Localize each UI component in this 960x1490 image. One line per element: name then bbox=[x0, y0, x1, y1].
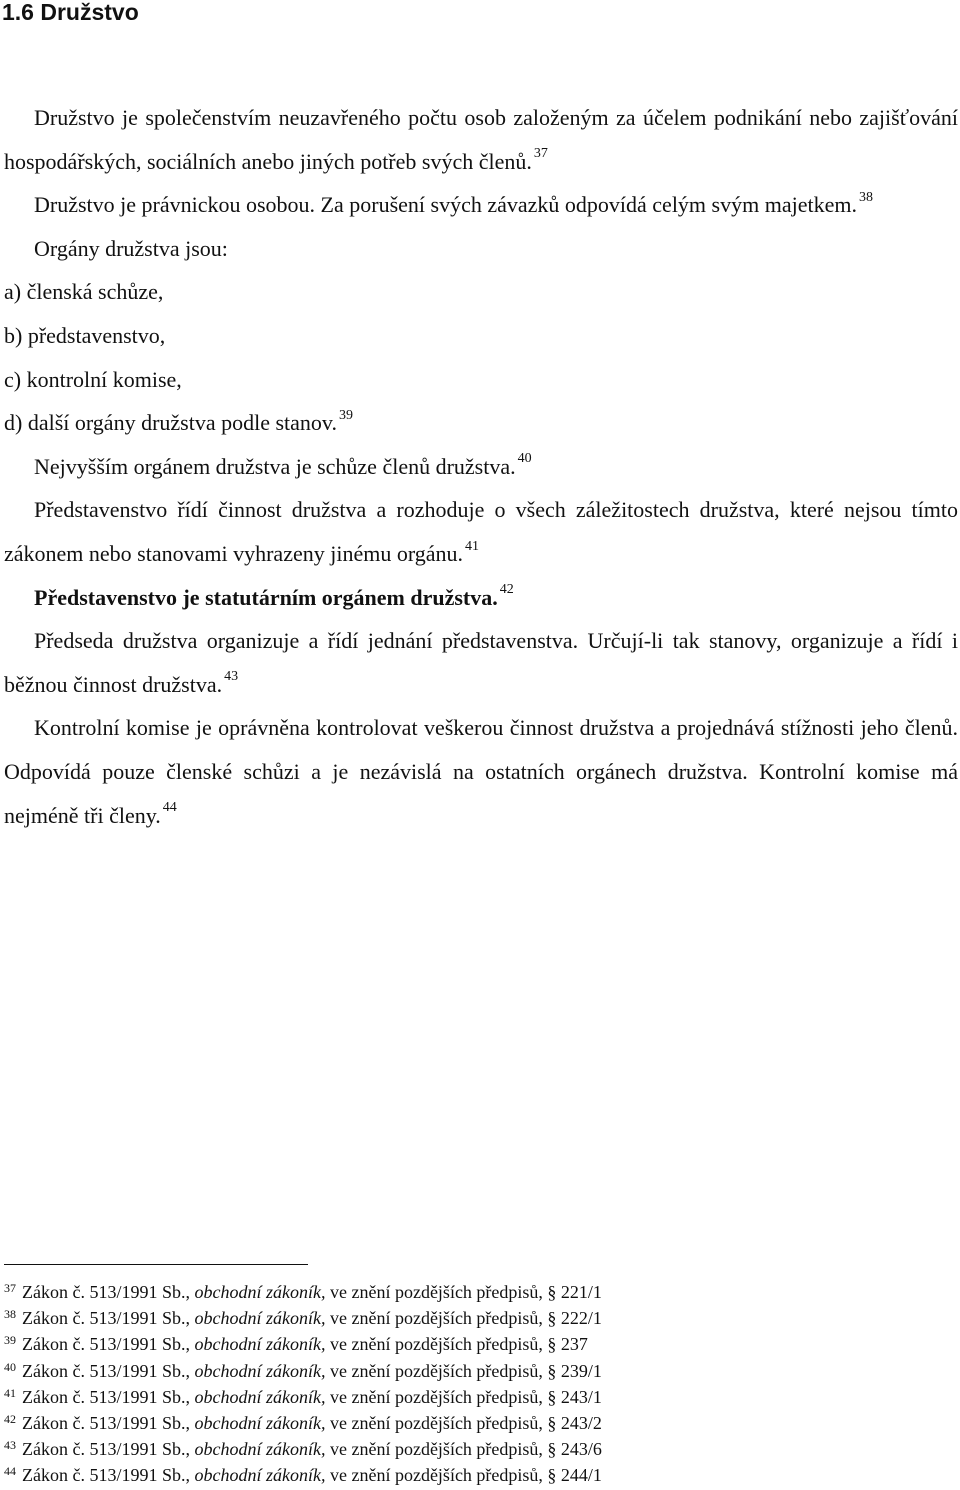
footnote bbox=[4, 1280, 744, 1306]
paragraph-supreme-organ bbox=[4, 445, 958, 489]
footnote-number: 43 bbox=[4, 1438, 16, 1453]
section-body bbox=[4, 96, 958, 837]
footnote-law: obchodní zákoník, bbox=[194, 1413, 326, 1434]
footnote-ref[interactable]: 44 bbox=[162, 800, 177, 816]
footnote-number: 39 bbox=[4, 1333, 16, 1348]
paragraph-control-committee bbox=[4, 706, 958, 837]
organs-list-item: a) členská schůze, bbox=[4, 279, 164, 305]
footnote bbox=[4, 1411, 744, 1437]
paragraph-statutory-organ bbox=[4, 576, 958, 620]
footnote-law: obchodní zákoník, bbox=[194, 1334, 326, 1355]
list-item-text: d) další orgány družstva podle stanov. bbox=[4, 410, 337, 436]
footnote-law: obchodní zákoník, bbox=[194, 1282, 326, 1302]
footnote-ref[interactable]: 37 bbox=[533, 146, 548, 162]
footnote-section: ve znění pozdějších předpisů, § 243/6 bbox=[329, 1439, 602, 1460]
footnote-source: Zákon č. 513/1991 Sb., bbox=[22, 1413, 190, 1434]
organs-intro: Orgány družstva jsou: bbox=[34, 235, 228, 261]
footnote-number: 37 bbox=[4, 1281, 16, 1295]
footnote bbox=[4, 1385, 744, 1411]
footnote-source: Zákon č. 513/1991 Sb., bbox=[22, 1308, 190, 1329]
footnote-section: ve znění pozdějších předpisů, § 243/2 bbox=[329, 1413, 602, 1434]
footnote-law: obchodní zákoník, bbox=[194, 1386, 326, 1407]
footnote-law: obchodní zákoník, bbox=[194, 1439, 326, 1460]
footnote bbox=[4, 1306, 744, 1332]
footnote-source: Zákon č. 513/1991 Sb., bbox=[22, 1386, 190, 1407]
paragraph-text: Představenstvo řídí činnost družstva a rozhoduje o všech záležitostech družstva, které nejsou tímto zákonem nebo stanovami vyhrazeny jinému orgánu. bbox=[4, 497, 958, 566]
footnote bbox=[4, 1332, 744, 1358]
section-heading: 1.6 Družstvo bbox=[2, 0, 139, 25]
paragraph-text: Nejvyšším orgánem družstva je schůze členů družstva. bbox=[34, 453, 516, 479]
footnote-separator bbox=[4, 1264, 308, 1265]
footnote-number: 44 bbox=[4, 1464, 16, 1479]
paragraph-text: Družstvo je společenstvím neuzavřeného počtu osob založeným za účelem podnikání nebo zajišťování hospodářských, sociálních anebo jiných potřeb svých členů. bbox=[4, 105, 958, 174]
footnote bbox=[4, 1359, 744, 1385]
footnote-ref[interactable]: 40 bbox=[517, 451, 532, 467]
paragraph-text: Předseda družstva organizuje a řídí jednání představenstva. Určují-li tak stanovy, organizuje a řídí i běžnou činnost družstva. bbox=[4, 628, 958, 697]
organs-list-item: c) kontrolní komise, bbox=[4, 366, 182, 392]
footnote bbox=[4, 1437, 744, 1463]
footnote-ref[interactable]: 43 bbox=[224, 669, 239, 685]
footnote-section: ve znění pozdějších předpisů, § 221/1 bbox=[329, 1282, 602, 1302]
footnote-number: 41 bbox=[4, 1385, 16, 1400]
footnote-section: ve znění pozdějších předpisů, § 237 bbox=[329, 1334, 588, 1355]
paragraph-definition bbox=[4, 96, 958, 183]
paragraph-board bbox=[4, 488, 958, 575]
paragraph-text: Představenstvo je statutárním orgánem družstva. bbox=[34, 584, 498, 610]
footnote-source: Zákon č. 513/1991 Sb., bbox=[22, 1465, 190, 1486]
footnotes bbox=[4, 1280, 744, 1490]
footnote-source: Zákon č. 513/1991 Sb., bbox=[22, 1282, 190, 1302]
paragraph-legal-person bbox=[4, 183, 958, 227]
paragraph-text: Družstvo je právnickou osobou. Za porušení svých závazků odpovídá celým svým majetkem. bbox=[34, 192, 857, 218]
footnote-source: Zákon č. 513/1991 Sb., bbox=[22, 1334, 190, 1355]
footnote-source: Zákon č. 513/1991 Sb., bbox=[22, 1439, 190, 1460]
footnote-ref[interactable]: 42 bbox=[499, 582, 514, 598]
paragraph-chairman bbox=[4, 619, 958, 706]
footnote-ref[interactable]: 41 bbox=[465, 538, 480, 554]
footnote-number: 40 bbox=[4, 1359, 16, 1374]
organs-list-item-last bbox=[4, 401, 958, 445]
paragraph-text: Kontrolní komise je oprávněna kontrolovat veškerou činnost družstva a projednává stížnosti jeho členů. Odpovídá pouze členské schůzi a je nezávislá na ostatních orgánech družstva. Kontrolní komise má nejméně tři členy. bbox=[4, 715, 958, 828]
footnote-law: obchodní zákoník, bbox=[194, 1360, 326, 1381]
footnote-section: ve znění pozdějších předpisů, § 239/1 bbox=[329, 1360, 602, 1381]
footnote-law: obchodní zákoník, bbox=[194, 1465, 326, 1486]
footnote-ref[interactable]: 38 bbox=[858, 189, 873, 205]
footnote-ref[interactable]: 39 bbox=[339, 407, 353, 423]
footnote-section: ve znění pozdějších předpisů, § 222/1 bbox=[329, 1308, 602, 1329]
footnote-number: 38 bbox=[4, 1307, 16, 1322]
footnote-number: 42 bbox=[4, 1412, 16, 1427]
footnote-law: obchodní zákoník, bbox=[194, 1308, 326, 1329]
footnote-section: ve znění pozdějších předpisů, § 244/1 bbox=[329, 1465, 602, 1486]
footnote-source: Zákon č. 513/1991 Sb., bbox=[22, 1360, 190, 1381]
footnote-section: ve znění pozdějších předpisů, § 243/1 bbox=[329, 1386, 602, 1407]
organs-list-item: b) představenstvo, bbox=[4, 322, 166, 348]
footnote bbox=[4, 1463, 744, 1489]
